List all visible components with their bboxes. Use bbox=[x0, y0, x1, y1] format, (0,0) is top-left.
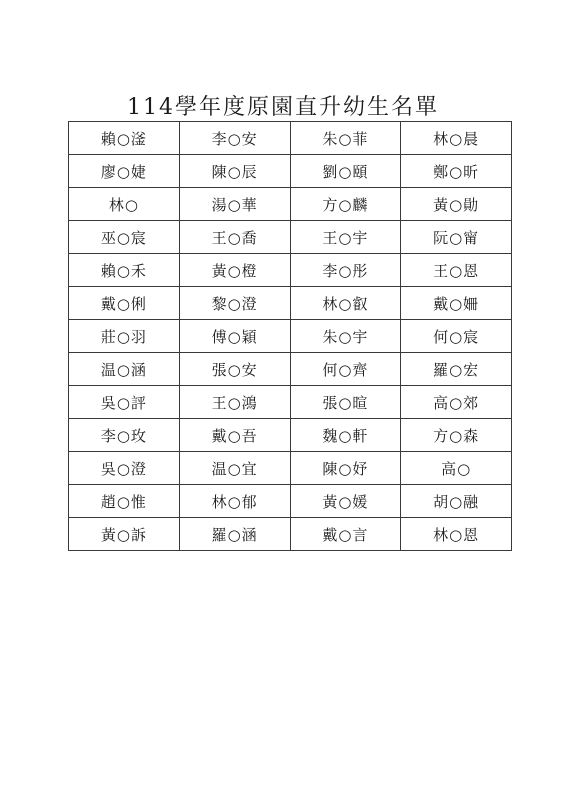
student-name-cell: 黃○橙 bbox=[179, 254, 290, 287]
student-name-cell: 陳○妤 bbox=[290, 452, 401, 485]
student-name-cell: 王○宇 bbox=[290, 221, 401, 254]
student-name-cell: 王○鴻 bbox=[179, 386, 290, 419]
student-name-cell: 何○齊 bbox=[290, 353, 401, 386]
student-name-cell: 王○恩 bbox=[401, 254, 512, 287]
student-name-cell: 林○叡 bbox=[290, 287, 401, 320]
student-name-cell: 高○郊 bbox=[401, 386, 512, 419]
student-name-cell: 黎○澄 bbox=[179, 287, 290, 320]
student-name-cell: 李○玫 bbox=[69, 419, 180, 452]
student-name-cell: 張○安 bbox=[179, 353, 290, 386]
student-name-cell: 鄭○昕 bbox=[401, 155, 512, 188]
student-name-cell: 戴○言 bbox=[290, 518, 401, 551]
student-name-cell: 莊○羽 bbox=[69, 320, 180, 353]
student-name-cell: 吳○澄 bbox=[69, 452, 180, 485]
student-name-cell: 王○喬 bbox=[179, 221, 290, 254]
table-row bbox=[69, 320, 512, 353]
student-name-cell: 羅○宏 bbox=[401, 353, 512, 386]
student-name-cell: 湯○華 bbox=[179, 188, 290, 221]
student-name-cell: 温○涵 bbox=[69, 353, 180, 386]
table-row bbox=[69, 122, 512, 155]
table-row bbox=[69, 485, 512, 518]
student-name-cell: 李○彤 bbox=[290, 254, 401, 287]
page-title: 114學年度原園直升幼生名單 bbox=[127, 95, 439, 120]
student-name-cell: 林○ bbox=[69, 188, 180, 221]
table-row bbox=[69, 254, 512, 287]
table-row bbox=[69, 518, 512, 551]
student-name-cell: 戴○俐 bbox=[69, 287, 180, 320]
student-name-cell: 劉○頤 bbox=[290, 155, 401, 188]
student-name-cell: 傅○穎 bbox=[179, 320, 290, 353]
student-name-cell: 黃○勛 bbox=[401, 188, 512, 221]
student-name-cell: 吳○評 bbox=[69, 386, 180, 419]
roster-body bbox=[69, 122, 512, 551]
student-name-cell: 朱○宇 bbox=[290, 320, 401, 353]
student-roster-table bbox=[68, 121, 512, 551]
table-row bbox=[69, 188, 512, 221]
student-name-cell: 趙○惟 bbox=[69, 485, 180, 518]
student-name-cell: 林○晨 bbox=[401, 122, 512, 155]
student-name-cell: 林○恩 bbox=[401, 518, 512, 551]
student-name-cell: 陳○辰 bbox=[179, 155, 290, 188]
student-name-cell: 戴○吾 bbox=[179, 419, 290, 452]
table-row bbox=[69, 221, 512, 254]
student-name-cell: 朱○菲 bbox=[290, 122, 401, 155]
student-name-cell: 賴○滏 bbox=[69, 122, 180, 155]
student-name-cell: 方○麟 bbox=[290, 188, 401, 221]
student-name-cell: 黃○媛 bbox=[290, 485, 401, 518]
table-row bbox=[69, 386, 512, 419]
student-name-cell: 方○森 bbox=[401, 419, 512, 452]
table-row bbox=[69, 353, 512, 386]
table-row bbox=[69, 155, 512, 188]
student-name-cell: 阮○甯 bbox=[401, 221, 512, 254]
student-name-cell: 魏○軒 bbox=[290, 419, 401, 452]
student-name-cell: 廖○婕 bbox=[69, 155, 180, 188]
student-name-cell: 羅○涵 bbox=[179, 518, 290, 551]
student-name-cell: 温○宜 bbox=[179, 452, 290, 485]
table-row bbox=[69, 452, 512, 485]
student-name-cell: 張○暄 bbox=[290, 386, 401, 419]
student-name-cell: 胡○融 bbox=[401, 485, 512, 518]
table-row bbox=[69, 419, 512, 452]
student-name-cell: 黃○訴 bbox=[69, 518, 180, 551]
student-name-cell: 李○安 bbox=[179, 122, 290, 155]
student-name-cell: 賴○禾 bbox=[69, 254, 180, 287]
student-name-cell: 戴○姍 bbox=[401, 287, 512, 320]
student-name-cell: 何○宸 bbox=[401, 320, 512, 353]
student-name-cell: 高○ bbox=[401, 452, 512, 485]
table-row bbox=[69, 287, 512, 320]
student-name-cell: 林○郁 bbox=[179, 485, 290, 518]
student-name-cell: 巫○宸 bbox=[69, 221, 180, 254]
